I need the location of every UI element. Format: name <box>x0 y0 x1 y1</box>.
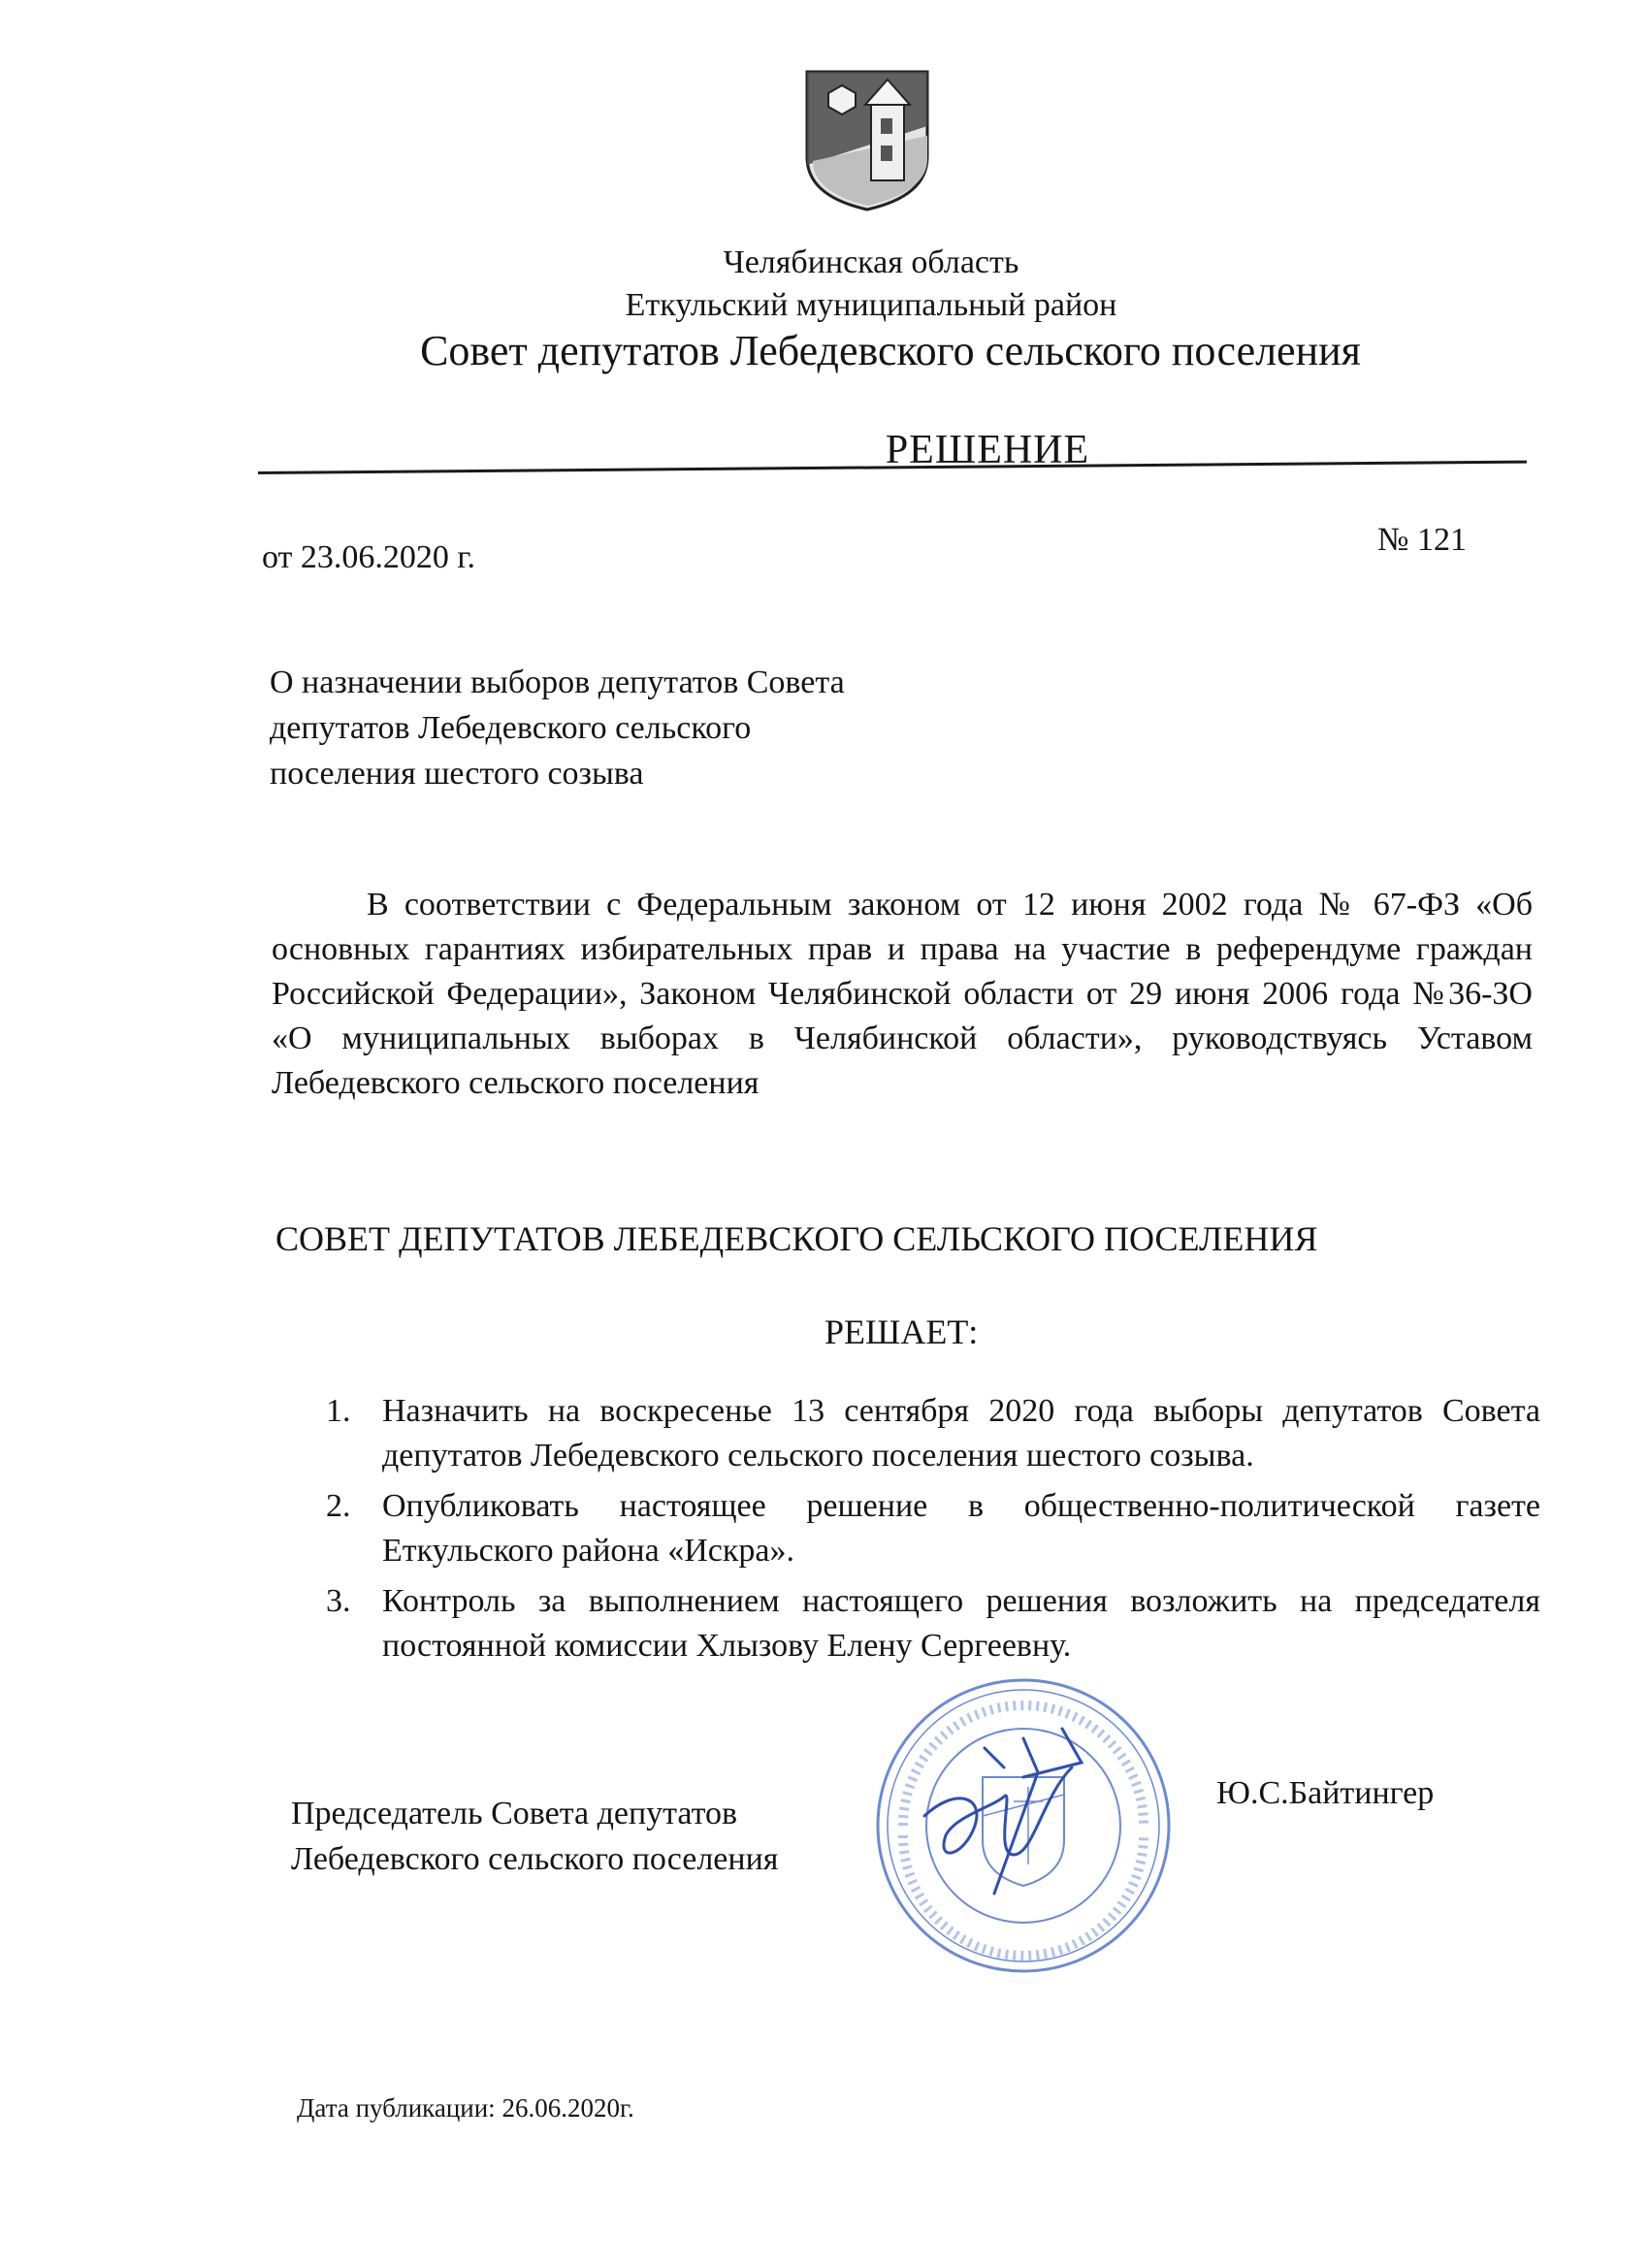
item-text: Опубликовать настоящее решение в общественно-политической газете Еткульского района «Искра». <box>382 1488 1540 1569</box>
item-number: 3. <box>326 1583 351 1619</box>
list-item <box>326 1484 1540 1573</box>
subject-line: О назначении выборов депутатов Совета <box>270 664 845 700</box>
decision-date: от 23.06.2020 г. <box>262 539 476 575</box>
chairman-title-line: Лебедевского сельского поселения <box>291 1841 779 1877</box>
document-type-title: РЕШЕНИЕ <box>885 428 1090 472</box>
official-seal-icon <box>868 1670 1179 1981</box>
council-caps-heading: СОВЕТ ДЕПУТАТОВ ЛЕБЕДЕВСКОГО СЕЛЬСКОГО ПОСЕЛЕНИЯ <box>275 1219 1318 1258</box>
item-text: Контроль за выполнением настоящего решения возложить на председателя постоянной комиссии Хлызову Елену Сергеевну. <box>382 1583 1540 1664</box>
coat-of-arms-icon <box>803 68 931 213</box>
decision-items <box>326 1389 1540 1674</box>
list-item <box>326 1389 1540 1478</box>
preamble-text: В соответствии с Федеральным законом от 12 июня 2002 года № 67-ФЗ «Об основных гарантиях избирательных прав и права на участие в референдуме граждан Российской Федерации», Законом Челябинской области от 29 июня 2006 года №36-ЗО «О муниципальных выборах в Челябинской области», руководствуясь Уставом Лебедевского сельского поселения <box>272 887 1533 1101</box>
list-item <box>326 1579 1540 1669</box>
decision-subject <box>270 660 949 796</box>
chairman-title-line: Председатель Совета депутатов <box>291 1796 738 1831</box>
header-district: Еткульский муниципальный район <box>625 287 1117 323</box>
decision-number: № 121 <box>1377 522 1467 558</box>
subject-line: поселения шестого созыва <box>270 756 644 792</box>
preamble-paragraph <box>272 883 1533 1106</box>
header-region: Челябинская область <box>723 244 1019 280</box>
header-council: Совет депутатов Лебедевского сельского поселения <box>420 327 1361 374</box>
signatory-name: Ю.С.Байтингер <box>1216 1775 1435 1811</box>
publication-date: Дата публикации: 26.06.2020г. <box>297 2093 634 2122</box>
item-number: 1. <box>326 1393 351 1429</box>
resolves-heading: РЕШАЕТ: <box>824 1312 979 1351</box>
subject-line: депутатов Лебедевского сельского <box>270 710 752 746</box>
item-text: Назначить на воскресенье 13 сентября 2020 года выборы депутатов Совета депутатов Лебедевского сельского поселения шестого созыва. <box>382 1393 1540 1474</box>
chairman-title <box>291 1791 892 1882</box>
item-number: 2. <box>326 1488 351 1524</box>
